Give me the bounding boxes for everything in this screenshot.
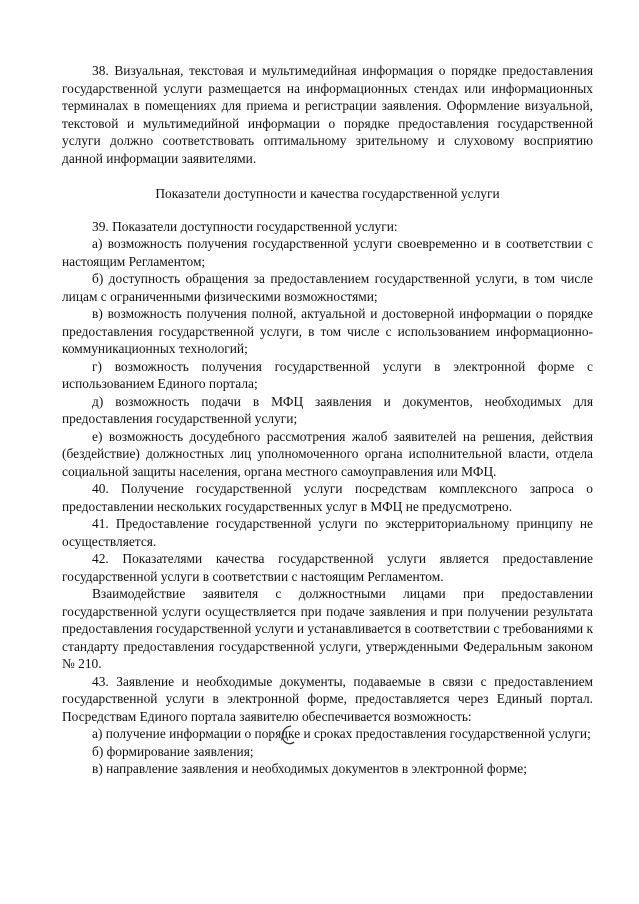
paragraph-42: 42. Показателями качества государственной услуги является предоставление государственной услуги в соответствии с настоящим Регламентом. bbox=[62, 551, 593, 584]
list-item-39c: в) возможность получения полной, актуальной и достоверной информации о порядке предоставления государственной услуги, в том числе с использованием информационно-коммуникационных технологий; bbox=[62, 306, 593, 356]
list-item-43c: в) направление заявления и необходимых документов в электронной форме; bbox=[92, 761, 527, 776]
list-item-39e: д) возможность подачи в МФЦ заявления и документов, необходимых для предоставления государственной услуги; bbox=[62, 393, 593, 426]
list-item-39a: а) возможность получения государственной услуги своевременно и в соответствии с настоящим Регламентом; bbox=[62, 236, 593, 269]
list-item-43b: б) формирование заявления; bbox=[92, 743, 254, 759]
paragraph-43: 43. Заявление и необходимые документы, подаваемые в связи с предоставлением государственной услуги в электронной форме, предоставляется через Единый портал. Посредствам Единого портала заявителю обеспечивается возможность: bbox=[62, 673, 593, 724]
paragraph-39: 39. Показатели доступности государственной услуги: bbox=[92, 218, 398, 234]
paragraph-41: 41. Предоставление государственной услуги по экстерриториальному принципу не осуществляется. bbox=[62, 516, 593, 549]
list-item-39b: б) доступность обращения за предоставлением государственной услуги, в том числе лицам с ограниченными физическими возможностями; bbox=[62, 271, 593, 304]
paragraph-38: 38. Визуальная, текстовая и мультимедийная информация о порядке предоставления государственной услуги размещается на информационных стендах или информационных терминалах в помещениях для приема и регистрации заявления. Оформление визуальной, текстовой и мультимедийной информации о порядке предоставления государственной услуги должно соответствовать оптимальному зрительному и слуховому восприятию данной информации заявителями. bbox=[62, 63, 593, 166]
list-item-39f: е) возможность досудебного рассмотрения жалоб заявителей на решения, действия (бездействие) должностных лиц уполномоченного органа исполнительной власти, отдела социальной защиты населения, органа местного самоуправления или МФЦ. bbox=[62, 428, 593, 479]
paragraph-42-interaction: Взаимодействие заявителя с должностными лицами при предоставлении государственной услуги осуществляется при подаче заявления и при получении результата предоставления государственной услуги и устанавливается в соответствии с требованиями к стандарту предоставления государственной услуги, утвержденными Федеральным законом № 210. bbox=[62, 586, 593, 671]
section-heading: Показатели доступности и качества государственной услуги bbox=[155, 186, 500, 201]
list-item-43a: а) получение информации о порядке и сроках предоставления государственной услуги; bbox=[92, 726, 591, 741]
paragraph-40: 40. Получение государственной услуги посредствам комплексного запроса о предоставлении нескольких государственных услуг в МФЦ не предусмотрено. bbox=[62, 481, 593, 514]
list-item-39d: г) возможность получения государственной услуги в электронной форме с использованием Единого портала; bbox=[62, 358, 593, 391]
